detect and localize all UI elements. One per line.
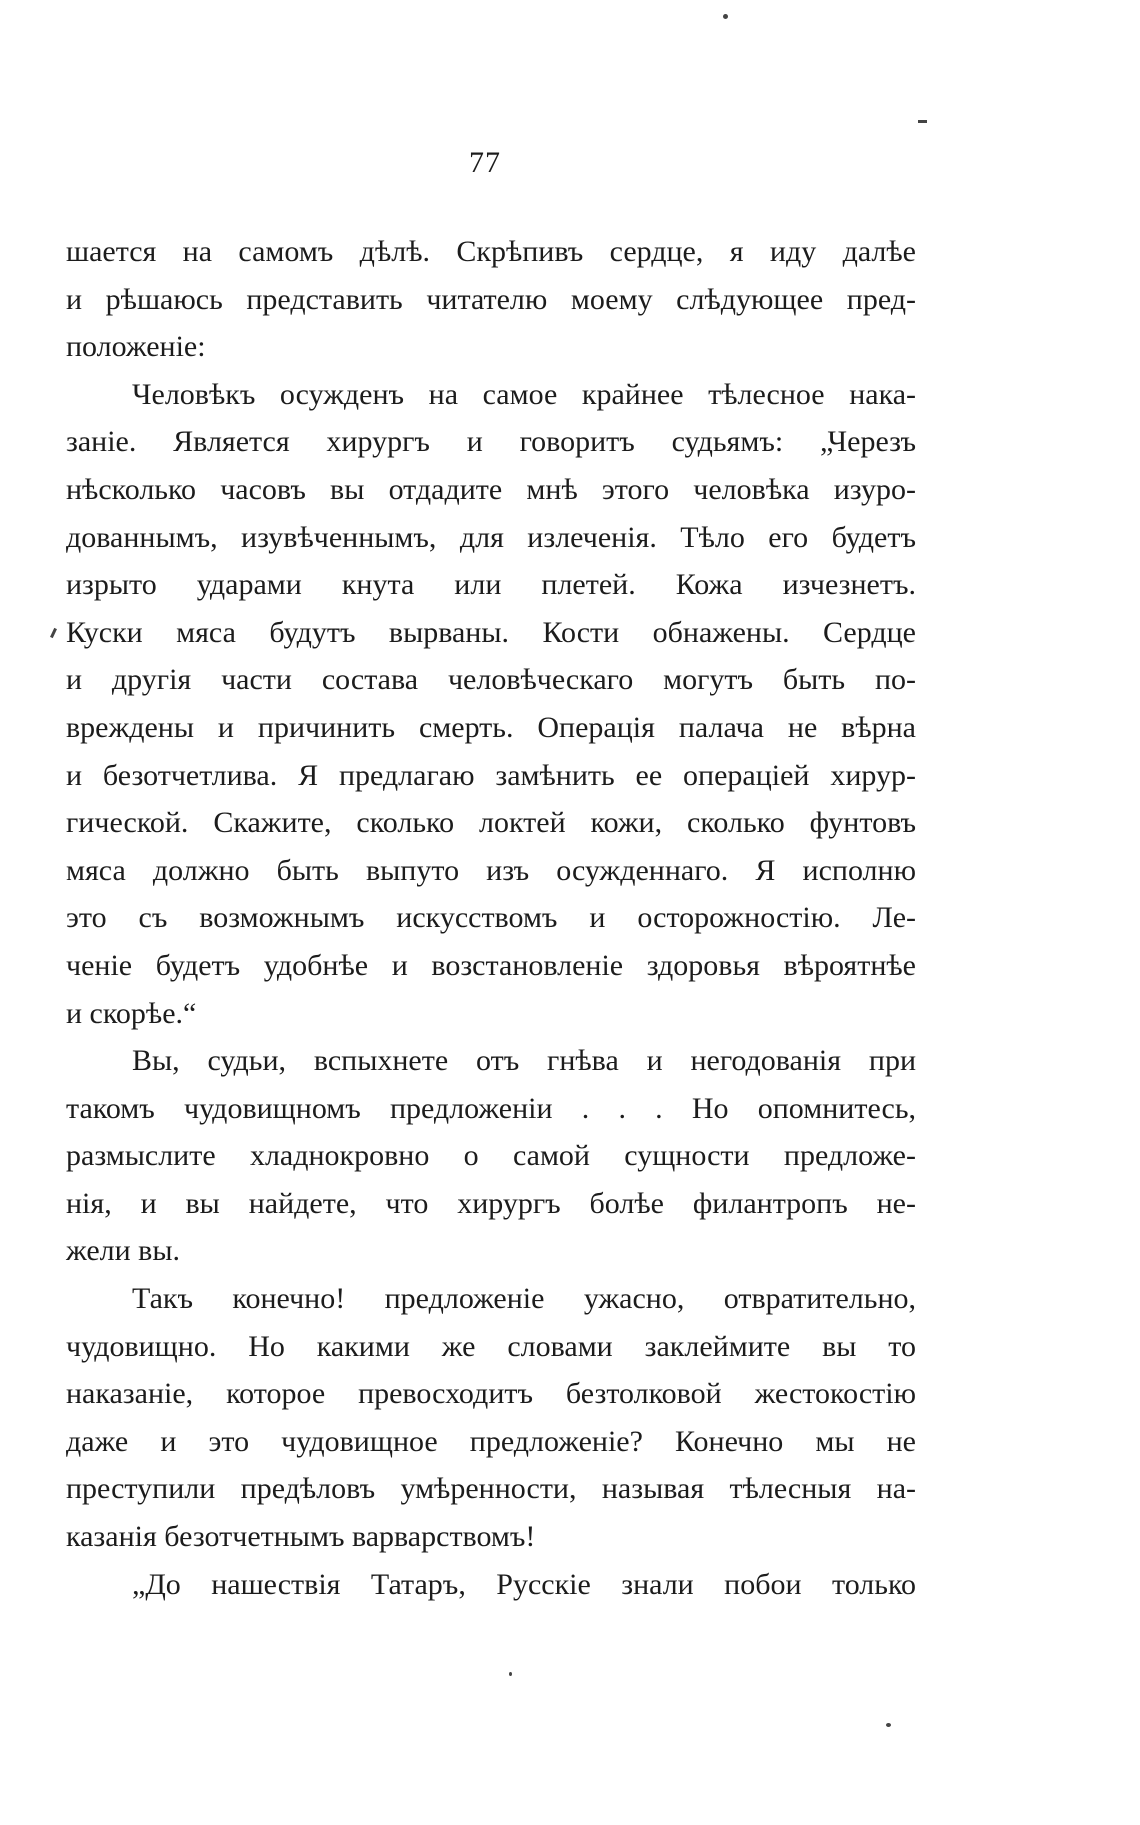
print-speck xyxy=(886,1723,891,1727)
text-line: такомъ чудовищномъ предложеніи . . . Но опомнитесь, xyxy=(66,1091,916,1125)
text-line: наказаніе, которое превосходитъ безтолковой жестокостію xyxy=(66,1377,916,1411)
text-line: дованнымъ, изувѣченнымъ, для излеченія. Тѣло его будетъ xyxy=(66,520,916,554)
print-mark xyxy=(918,120,927,123)
text-line: заніе. Является хирургъ и говоритъ судьямъ: „Черезъ xyxy=(66,425,916,459)
text-line: мяса должно быть выпуто изъ осужденнаго. Я исполню xyxy=(66,853,916,887)
text-line: размыслите хладнокровно о самой сущности предложе- xyxy=(66,1139,916,1173)
text-line: Вы, судьи, вспыхнете отъ гнѣва и негодованія при xyxy=(132,1044,916,1078)
body-text xyxy=(66,228,916,1608)
text-line: „До нашествія Татаръ, Русскіе знали побои только xyxy=(132,1567,916,1601)
print-speck xyxy=(723,14,728,19)
text-line: преступили предѣловъ умѣренности, называя тѣлесныя на- xyxy=(66,1472,916,1506)
print-speck xyxy=(509,1672,512,1676)
text-line: гической. Скажите, сколько локтей кожи, сколько фунтовъ xyxy=(66,806,916,840)
text-line: Куски мяса будутъ вырваны. Кости обнажены. Сердце xyxy=(66,615,916,649)
text-line: ченіе будетъ удобнѣе и возстановленіе здоровья вѣроятнѣе xyxy=(66,948,916,982)
margin-mark xyxy=(50,628,57,638)
text-line: и другія части состава человѣческаго могутъ быть по- xyxy=(66,663,916,697)
text-line: это съ возможнымъ искусствомъ и осторожностію. Ле- xyxy=(66,901,916,935)
text-line: нѣсколько часовъ вы отдадите мнѣ этого человѣка изуро- xyxy=(66,472,916,506)
text-line: нія, и вы найдете, что хирургъ болѣе филантропъ не- xyxy=(66,1186,916,1220)
text-line: Такъ конечно! предложеніе ужасно, отвратительно, xyxy=(132,1282,916,1316)
page-number: 77 xyxy=(469,146,501,179)
text-line: жели вы. xyxy=(66,1234,180,1268)
text-line: положеніе: xyxy=(66,330,206,364)
text-line: изрыто ударами кнута или плетей. Кожа изчезнетъ. xyxy=(66,568,916,602)
text-line: и скорѣе.“ xyxy=(66,996,197,1030)
text-line: чудовищно. Но какими же словами заклеймите вы то xyxy=(66,1329,916,1363)
text-line: шается на самомъ дѣлѣ. Скрѣпивъ сердце, я иду далѣе xyxy=(66,235,916,268)
text-line: Человѣкъ осужденъ на самое крайнее тѣлесное нака- xyxy=(132,377,916,411)
text-line: и безотчетлива. Я предлагаю замѣнить ее операціей хирур- xyxy=(66,758,916,792)
text-line: даже и это чудовищное предложеніе? Конечно мы не xyxy=(66,1424,916,1458)
text-line: и рѣшаюсь представить читателю моему слѣдующее пред- xyxy=(66,282,916,316)
text-line: вреждены и причинить смерть. Операція палача не вѣрна xyxy=(66,710,916,744)
text-line: казанія безотчетнымъ варварствомъ! xyxy=(66,1520,536,1554)
